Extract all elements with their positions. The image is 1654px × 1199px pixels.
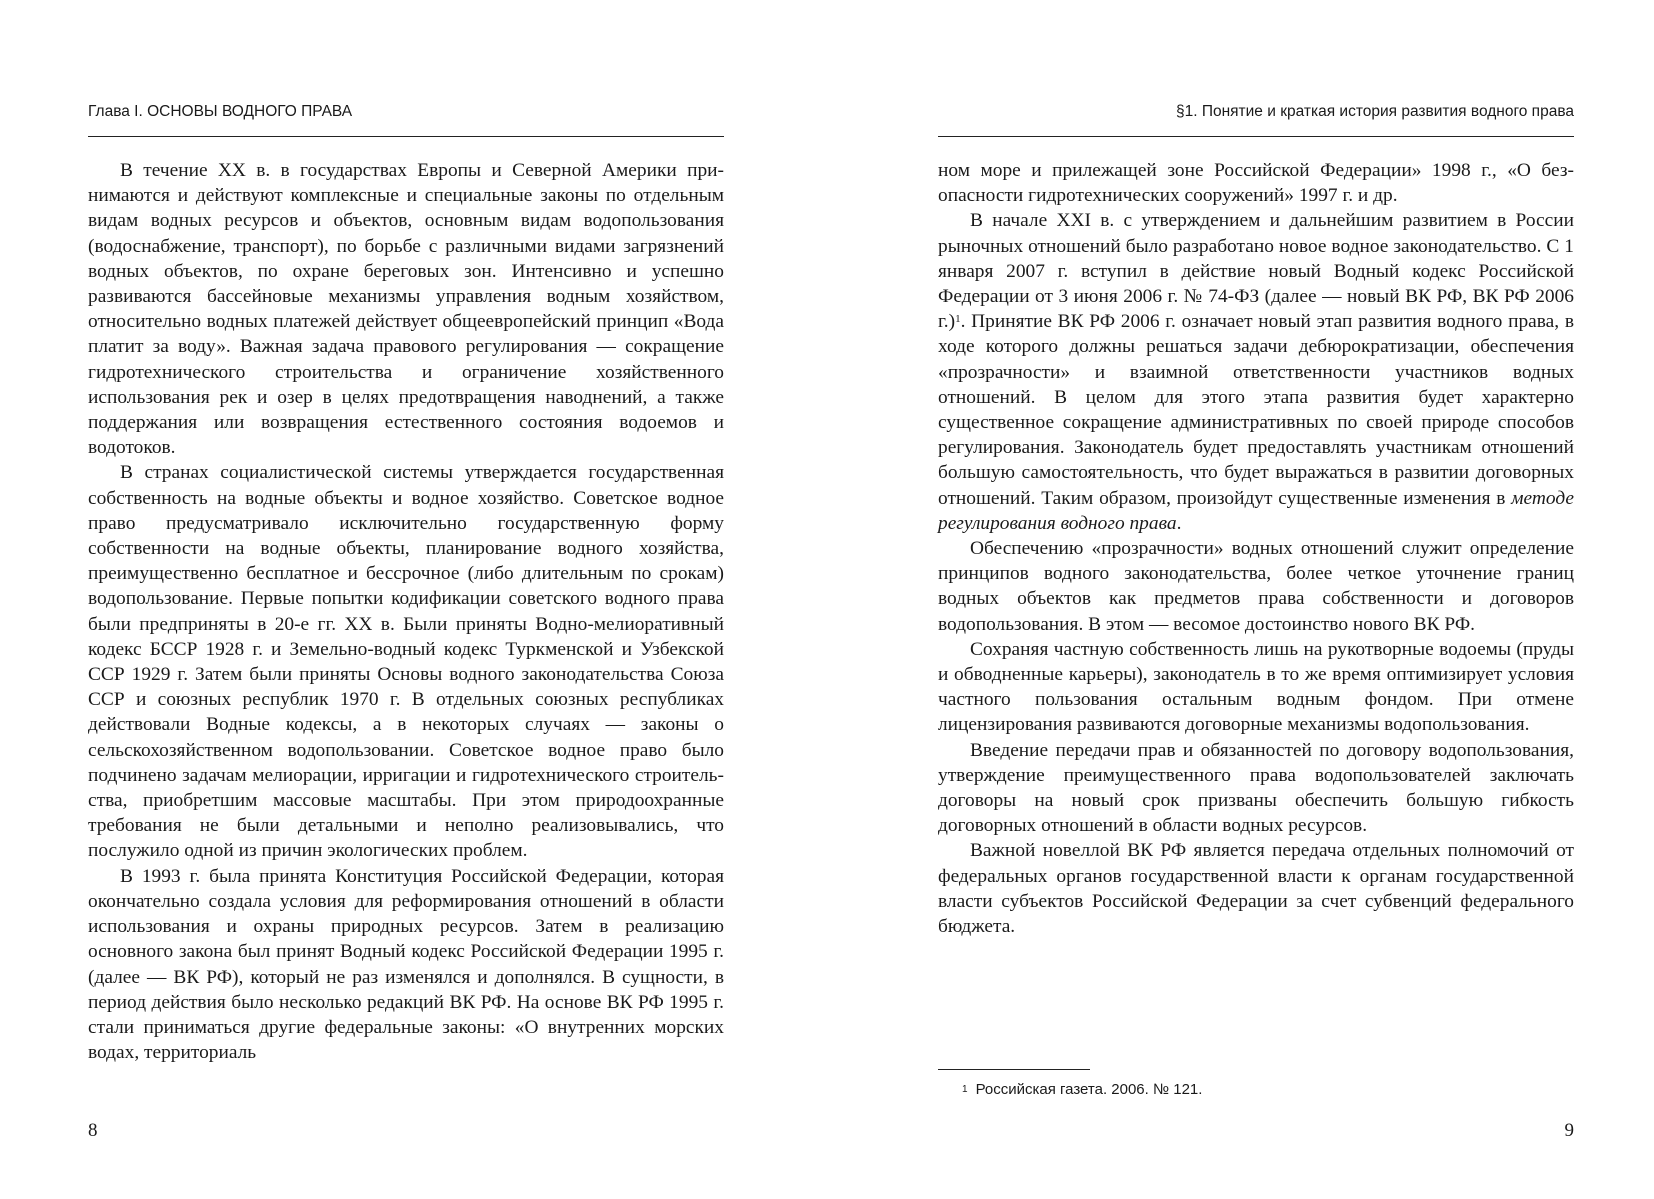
paragraph: В странах социалистической системы утверждается государственная собственность на водные объекты и водное хозяйство. Советское водное право предусматривало исключительно государственную форму собственности на водные объекты, планирование водного хозяйства, преимущественно бесплатное и бессрочное (либо длительным по срокам) водопользование. Первые попытки кодификации советского водного права были предприняты в 20-е гг. XX в. Были приняты Водно-мелиоративный кодекс БССР 1928 г. и Земельно-водный кодекс Туркменской и Узбекской ССР 1929 г. Затем были приняты Основы водного законодательства Союза ССР и союзных республик 1970 г. В отдельных союзных республиках действовали Водные кодексы, а в некоторых случаях — законы о сельскохозяйственном водопользовании. Советское водное право было подчинено задачам мелиорации, ирригации и гидротехнического строительства, приобретшим массовые масштабы. При этом природоохранные требования не были детальными и неполно реализовывались, что послужило одной из причин экологических проблем. (88, 462, 724, 862)
footnote-text: Российская газета. 2006. № 121. (975, 1081, 1203, 1098)
right-page (938, 0, 1574, 1199)
paragraph-text: В начале XXI в. с утверждением и дальнейшим развитием в России рыночных отношений было разработано новое водное законодательство. С 1 января 2007 г. вступил в действие новый Водный кодекс Российской Федерации от 3 июня 2006 г. № 74-ФЗ (далее — новый ВК РФ, ВК РФ 2006 г.) (938, 210, 1574, 333)
paragraph: В 1993 г. была принята Конституция Российской Федерации, которая окончательно создала условия для реформирования отношений в области использования и охраны природных ресурсов. Затем в реализацию основного закона был принят Водный кодекс Российской Федерации 1995 г. (далее — ВК РФ), который не раз изменялся и дополнялся. В сущности, в период действия было несколько редакций ВК РФ. На основе ВК РФ 1995 г. стали приниматься другие федеральные законы: «О внутренних морских водах, территориаль (88, 865, 724, 1064)
paragraph: В течение XX в. в государствах Европы и Северной Америки принимаются и действуют комплексные и специальные законы по отдельным видам водных ресурсов и объектов, основным видам водопользования (водоснабжение, транспорт), по борьбе с различными видами загрязнений водных объектов, по охране береговых зон. Интенсивно и успешно развиваются бассейновые механизмы управления водным хозяйством, относительно водных платежей действует общеевропейский принцип «Вода платит за воду». Важная задача правового регулирования — сокращение гидротехнического строительства и ограничение хозяйственного использования рек и озер в целях предотвращения наводнений, а также поддержания или возвращения естественного состояния водоемов и водотоков. (88, 160, 724, 459)
header-rule-left (88, 136, 724, 137)
paragraph-text: . Принятие ВК РФ 2006 г. означает новый этап развития водного права, в ходе которого должны решаться задачи дебюрократизации, обеспечения «прозрачности» и взаимной ответственности участников водных отношений. В целом для этого этапа развития будет характерно существенное сокращение административных по своей природе способов регулирования. Законодатель будет предоставлять участникам отношений большую самостоятельность, что будет выражаться в развитии договорных отношений. Таким образом, произойдут существенные изменения в (938, 311, 1574, 509)
paragraph-continuation: ном море и прилежащей зоне Российской Федерации» 1998 г., «О безопасности гидротехнических сооружений» 1997 г. и др. (938, 160, 1574, 207)
page-number-left: 8 (88, 1120, 98, 1141)
paragraph: Введение передачи прав и обязанностей по договору водопользования, утверждение преимущественного права водопользователей заключать договоры на новый срок призваны обеспечить большую гибкость договорных отношений в области водных ресурсов. (938, 739, 1574, 837)
emphasis-text: методе регулирования водного права (938, 487, 1574, 534)
paragraph-text: . (1176, 512, 1182, 534)
running-head-left: Глава I. ОСНОВЫ ВОДНОГО ПРАВА (88, 103, 353, 120)
footnote-rule (938, 1069, 1090, 1070)
left-page (88, 0, 724, 1199)
paragraph: Важной новеллой ВК РФ является передача отдельных полномочий от федеральных органов государственной власти к органам государственной власти субъектов Российской Федерации за счет субвенций федерального бюджета. (938, 840, 1574, 938)
footnote (962, 1080, 1562, 1100)
paragraph: Обеспечению «прозрачности» водных отношений служит определение принципов водного законодательства, более четкое уточнение границ водных объектов как предметов права собственности и договоров водопользования. В этом — весомое достоинство нового ВК РФ. (938, 538, 1574, 635)
footnote-reference: 1 (955, 313, 961, 326)
left-page-body (88, 158, 724, 1065)
paragraph (938, 208, 1574, 536)
paragraph: Сохраняя частную собственность лишь на рукотворные водоемы (пруды и обводненные карьеры), законодатель в то же время оптимизирует условия частного пользования остальным водным фондом. При отмене лицензирования развиваются договорные механизмы водопользования. (938, 638, 1574, 736)
page-number-right: 9 (1564, 1120, 1574, 1141)
footnote-mark: 1 (962, 1084, 968, 1095)
right-page-body (938, 158, 1574, 939)
header-rule-right (938, 136, 1574, 137)
running-head-right: §1. Понятие и краткая история развития водного права (1175, 103, 1574, 120)
